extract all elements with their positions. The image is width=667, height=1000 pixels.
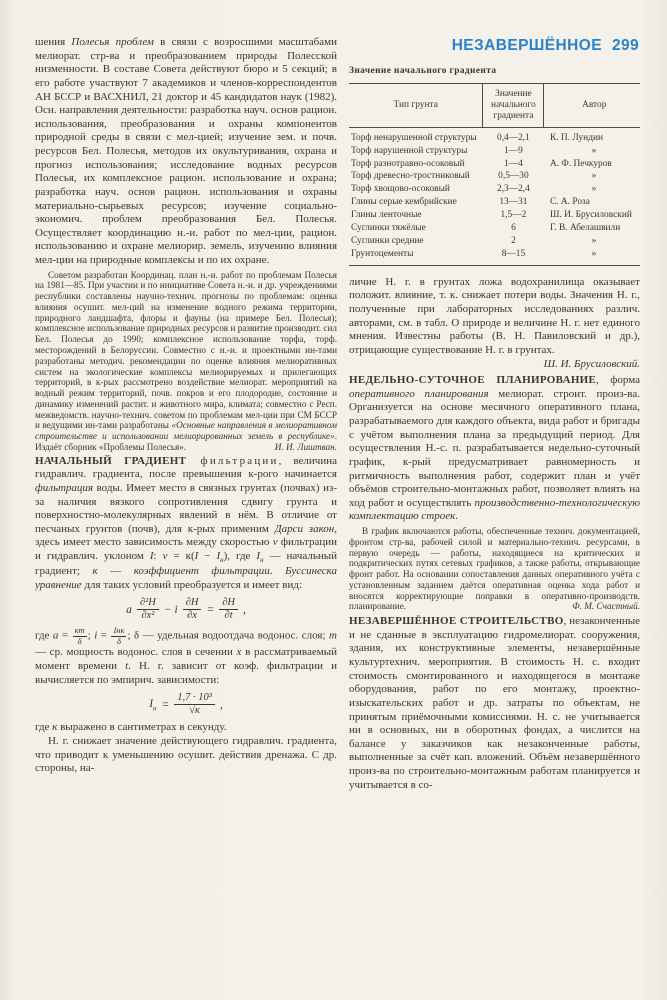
text-segment: выражено в сантиметрах в секунду. bbox=[57, 721, 227, 734]
text-segment: В график включаются работы, обеспеченные технич. документацией, фронтом стр-ва, рабочей силой и материально-технич. ресурсами, в первую очередь — работы, находящиеся на критических и подкритических путях сетевых графиков, а также работы, открывающие фронт работ. На основании сопоставления данных оперативного учёта с установленным заданием даётся оперативная оценка хода работ и вносятся корректирующие поправки в оперативно-производств. планирование. bbox=[349, 526, 640, 612]
soil-type-cell: Торф хвощово-осоковый bbox=[351, 184, 450, 195]
text-segment: ; δ — удельная водоотдача водонос. слоя; bbox=[127, 629, 330, 642]
gradient-value-cell: 1—4 bbox=[504, 158, 523, 169]
text-segment: к bbox=[52, 721, 58, 734]
running-head bbox=[452, 37, 639, 55]
paragraph-small-print-schedule bbox=[349, 526, 640, 612]
column-header-author: Автор bbox=[544, 84, 640, 128]
text-segment: Полесья проблем bbox=[71, 36, 154, 48]
equation-comma: , bbox=[242, 603, 246, 616]
text-segment: для таких условий преобразуется и имеет вид: bbox=[81, 578, 303, 591]
text-segment: НАЧАЛЬНЫЙ ГРАДИЕНТ bbox=[35, 454, 187, 467]
text-segment: t bbox=[125, 659, 129, 672]
table-row bbox=[349, 235, 640, 248]
gradient-value-cell: 1,5—2 bbox=[500, 210, 527, 221]
text-segment: $I_н$ bbox=[216, 550, 224, 565]
equation-operator: − i bbox=[163, 603, 178, 616]
text-segment: m bbox=[329, 629, 337, 642]
equation-fraction: $\frac{\partial H}{\partial x}$ bbox=[183, 597, 202, 622]
gradient-value-cell: 2 bbox=[511, 235, 516, 246]
text-segment: в связи с возросшими масштабами мелиорат. стр-ва и преобразованием природы Полесской низменности. В составе Совета действуют бюро и 5 секций; в его работе участвуют 7 академиков и членов-корреспондентов АН БССР и ВАСХНИЛ, 21 доктор и 45 кандидатов наук (1982). Осн. направления деятельности: разработка науч. основ рацион. использования, преобразования и охраны компонентов природной среды в связи с мел-цией; изучение зем. и почв. ресурсов Бел. Полесья, методов их окультуривания, охрана и прогноз использования; исследование водных ресурсов Полесья, их комплексное рацион. использование и охрана; разработка науч. основ рацион. использования и охраны материально-сырьевых ресурсов; изучение социально-экономич. проблем преобразования Бел. Полесья. Осуществляет координацию н.-и. работ по мел-ции, рацион. использованию и охране мелиорир. земель, изучению влияния мел-ции на природные комплексы и по их охране. bbox=[35, 36, 337, 266]
text-segment: в рассматриваемый момент времени bbox=[35, 646, 337, 672]
text-segment: = к( bbox=[167, 550, 195, 563]
soil-type-cell: Глины ленточные bbox=[351, 210, 422, 221]
text-segment: — bbox=[97, 564, 134, 577]
left-column bbox=[35, 36, 337, 994]
text-segment: . Н. г. зависит от коэф. фильтрации и вычисляется по эмпирич. зависимости: bbox=[35, 659, 337, 686]
author-cell: Ш. И. Брусиловский bbox=[549, 210, 632, 221]
text-segment: I bbox=[149, 550, 154, 563]
article-weekly-daily-planning bbox=[349, 374, 640, 524]
gradient-value-cell: 2,3—2,4 bbox=[497, 184, 530, 195]
text-segment: к bbox=[92, 564, 98, 577]
soil-type-cell: Глины серые кембрийские bbox=[351, 197, 457, 208]
text-segment: a bbox=[52, 629, 59, 642]
soil-type-cell: Грунтоцементы bbox=[351, 248, 414, 259]
table-row bbox=[349, 145, 640, 158]
text-segment: Дарси закон bbox=[274, 522, 335, 535]
text-segment: $I_н$ bbox=[256, 550, 264, 565]
text-segment: фильтрации bbox=[186, 454, 279, 467]
table-row bbox=[349, 170, 640, 183]
paragraph-gradient-continuation bbox=[349, 276, 640, 371]
soil-type-cell: Суглинки средние bbox=[351, 235, 424, 246]
equation-coefficient: a bbox=[126, 603, 132, 616]
table-caption: Значение начального градиента bbox=[349, 66, 497, 76]
text-segment: i bbox=[94, 629, 98, 642]
text-segment: НЕЗАВЕРШЁННОЕ СТРОИТЕЛЬСТВО bbox=[349, 615, 564, 628]
formula-equals: = bbox=[161, 698, 170, 711]
formula-comma: , bbox=[219, 698, 223, 711]
inline-fraction: Iнк δ bbox=[113, 625, 125, 646]
paragraph-units-note bbox=[35, 721, 337, 735]
empirical-gradient-formula bbox=[35, 692, 337, 717]
text-segment: Буссинеска уравнение bbox=[35, 564, 337, 591]
formula-lhs: $I_н$ bbox=[149, 697, 157, 712]
author-cell: С. А. Роза bbox=[549, 197, 590, 208]
boussinesq-equation bbox=[35, 597, 337, 622]
text-segment: , форма bbox=[596, 374, 640, 387]
gradient-value-cell: 13—31 bbox=[499, 197, 528, 208]
gradient-value-cell: 0,4—2,1 bbox=[497, 132, 530, 143]
text-segment: где bbox=[35, 721, 53, 734]
table-row bbox=[349, 158, 640, 171]
author-cell: » bbox=[591, 184, 597, 195]
text-segment: Советом разработан Координац. план н.-и. работ по проблемам Полесья на 1981—85. При участии и по инициативе Совета н.-и. и др. учреждениями республики составлены научно-технич. прогнозы по проблемам: оценка влияния осушит. мел-ций на изменение водного режима территории, природного ландшафта, флоры и фауны (на примере Бел. Полесья); комплексное использование природных ресурсов и развитие производит. сил Бел. Полесья до 1990; комплексное использование торфа, торф. месторождений в Белоруссии. Совместно с н.-и. и проектными ин-тами разработаны методич. рекомендации по оценке влияния мелиоративных систем на экологические комплексы мелиорируемых и прилегающих территорий, в к-рых рассмотрено воздействие мелиорат. мероприятий на водный режим территорий, почв. покров и его плодородие, состояние и динамику изменений растит. и животного мира, климата; совместно с Респ. межведомств. научно-технич. советом по проблемам мел-ции при СМ БССР и ведущими ин-тами разработаны bbox=[35, 269, 337, 431]
soil-type-cell: Торф нарушенной структуры bbox=[351, 145, 468, 156]
formula-fraction: $\frac{\text{1,7 · 10³}}{√к}$ bbox=[174, 692, 215, 717]
text-segment: личие Н. г. в грунтах ложа водохранилища оказывает положит. влияние, т. к. снижает потери воды. Значения Н. г., полученные при лабораторных исследованиях различ. авторами, см. в табл. О природе и величине Н. г. нет единого мнения. Известны работы (В. Н. Павиловский и др.), отрицающие существование Н. г. в грунтах. bbox=[349, 275, 640, 356]
text-segment: = bbox=[97, 629, 111, 642]
paragraph-formula-explanation bbox=[35, 626, 337, 687]
article-nachalny-gradient bbox=[35, 455, 337, 592]
table-row bbox=[349, 183, 640, 196]
text-segment: x bbox=[236, 646, 242, 659]
author-signature: Ф. М. Счастный. bbox=[572, 601, 640, 612]
text-segment: где bbox=[35, 629, 53, 642]
column-header-soil-type: Тип грунта bbox=[349, 84, 483, 128]
text-segment: «Основные направления в мелиоративном строительстве и использовании мелиорированных земель в республике» bbox=[35, 420, 337, 442]
text-segment: шения bbox=[35, 36, 72, 48]
text-segment: : bbox=[153, 550, 163, 563]
author-cell: » bbox=[591, 248, 597, 259]
text-segment: — ср. мощность водонос. слоя в сечении bbox=[35, 646, 237, 659]
paragraph-polesye-continuation bbox=[35, 36, 337, 268]
text-segment: − bbox=[198, 550, 217, 563]
article-unfinished-construction bbox=[349, 615, 640, 792]
text-segment: , величина гидравлич. градиента, после превышения к-рого начинается bbox=[35, 454, 337, 481]
page-number: 299 bbox=[611, 37, 639, 54]
gradient-value-cell: 8—15 bbox=[501, 248, 526, 259]
author-signature: И. И. Лиштван. bbox=[274, 441, 337, 452]
text-segment: производственно-технологическую комплектацию строек bbox=[349, 496, 640, 523]
text-segment: . bbox=[269, 564, 286, 577]
gradient-value-cell: 0,5—30 bbox=[498, 171, 529, 182]
author-cell: Г. В. Абелашвили bbox=[549, 223, 621, 234]
text-segment: фильтрации и гидравлич. уклоном bbox=[35, 536, 337, 563]
table-row bbox=[349, 248, 640, 265]
author-cell: А. Ф. Печкуров bbox=[549, 158, 612, 169]
text-segment: , здесь имеет место зависимость между скоростью bbox=[35, 522, 337, 549]
table-row bbox=[349, 222, 640, 235]
text-segment: НЕДЕЛЬНО-СУТОЧНОЕ ПЛАНИРОВАНИЕ bbox=[349, 374, 597, 387]
table-body bbox=[349, 127, 640, 265]
text-segment: коэффициент фильтрации bbox=[133, 564, 270, 577]
paragraph-gradient-effect bbox=[35, 735, 337, 776]
text-segment: v bbox=[272, 536, 278, 549]
text-segment: Н. г. снижает значение действующего гидравлич. градиента, что приводит к уменьшению осушит. действия дренажа. С др. стороны, на- bbox=[35, 734, 337, 775]
text-segment: ), где bbox=[223, 550, 257, 563]
gradient-table-block bbox=[349, 66, 640, 266]
text-segment: мелиорат. строит. произ-ва. Организуется на основе месячного оперативного плана, разрабатываемого для каждого объекта, вида работ и бригады с учётом выполнения плана за предыдущий период. Для осуществления Н.-с. п. разрабатывается недельно-суточный график, к-рый предусматривает равномерность и ритмичность выполнения работ, содержит план и учёт объёмов строительно-монтажных работ, позволяет влиять на ход работ и осуществлять bbox=[349, 387, 640, 509]
text-segment: . Издаёт сборник «Проблемы Полесья». bbox=[35, 431, 337, 452]
author-cell: К. П. Лундин bbox=[549, 132, 604, 143]
table-row bbox=[349, 209, 640, 222]
column-header-gradient-value: Значение начального градиента bbox=[483, 84, 544, 128]
inline-fraction: кm δ bbox=[74, 625, 85, 646]
text-segment: фильтрация bbox=[35, 481, 94, 494]
gradient-table bbox=[349, 83, 640, 266]
gradient-value-cell: 6 bbox=[511, 223, 516, 234]
paragraph-small-print-polesye bbox=[35, 270, 337, 453]
author-cell: » bbox=[591, 235, 597, 246]
table-row bbox=[349, 196, 640, 209]
soil-type-cell: Торф древесно-тростниковый bbox=[351, 171, 470, 182]
running-head-title: НЕЗАВЕРШЁННОЕ bbox=[451, 37, 602, 54]
text-segment: , незаконченные и не сданные в эксплуатацию гидромелиорат. сооружения, здания, их конструктивные элементы, незавершённые культуртехнич. мероприятия. В стоимость Н. с. входит стоимость смонтированного и находящегося в монтаже оборудования, работ по его монтажу, проектно-изыскательских работ и др. затраты по объектам, не принятым приёмочными комиссиями. Н. с. не учитывается ни в основных, ни в оборотных фондах, а числится на балансе у заказчиков как незаконченные работы, выполненные за счёт кап. вложений. Объём незавершённого произ-ва по строительно-монтажным работам планируется и учитывается в со- bbox=[349, 615, 640, 791]
table-header-row bbox=[349, 84, 640, 128]
equation-fraction: $\frac{\text{∂²H}}{\text{∂x²}}$ bbox=[137, 597, 159, 622]
text-segment: . bbox=[455, 510, 458, 523]
text-segment: = bbox=[58, 629, 72, 642]
text-segment: ; bbox=[87, 629, 95, 642]
author-signature: Ш. И. Брусиловский. bbox=[543, 357, 640, 370]
gradient-value-cell: 1—9 bbox=[504, 145, 523, 156]
author-cell: » bbox=[591, 145, 597, 156]
text-segment: воды. Имеет место в связных грунтах (почвах) из-за наличия вязкого сопротивления сдвигу грунта и поверхностно-молекулярных явлений в нём. В отличие от песчаных грунтов (почв), для к-рых применим bbox=[35, 481, 337, 535]
equation-equals: = bbox=[206, 603, 215, 616]
right-column bbox=[349, 36, 640, 994]
author-cell: » bbox=[591, 171, 597, 182]
equation-fraction: $\frac{\partial H}{\partial t}$ bbox=[219, 597, 238, 622]
text-segment: I bbox=[194, 550, 199, 563]
soil-type-cell: Суглинки тяжёлые bbox=[351, 223, 426, 234]
text-segment: — начальный градиент; bbox=[35, 550, 337, 577]
text-segment: v bbox=[162, 550, 168, 563]
table-row bbox=[349, 127, 640, 144]
text-segment: оперативного планирования bbox=[349, 387, 489, 400]
soil-type-cell: Торф разнотравно-осоковый bbox=[351, 158, 465, 169]
soil-type-cell: Торф ненарушенной структуры bbox=[351, 132, 477, 143]
